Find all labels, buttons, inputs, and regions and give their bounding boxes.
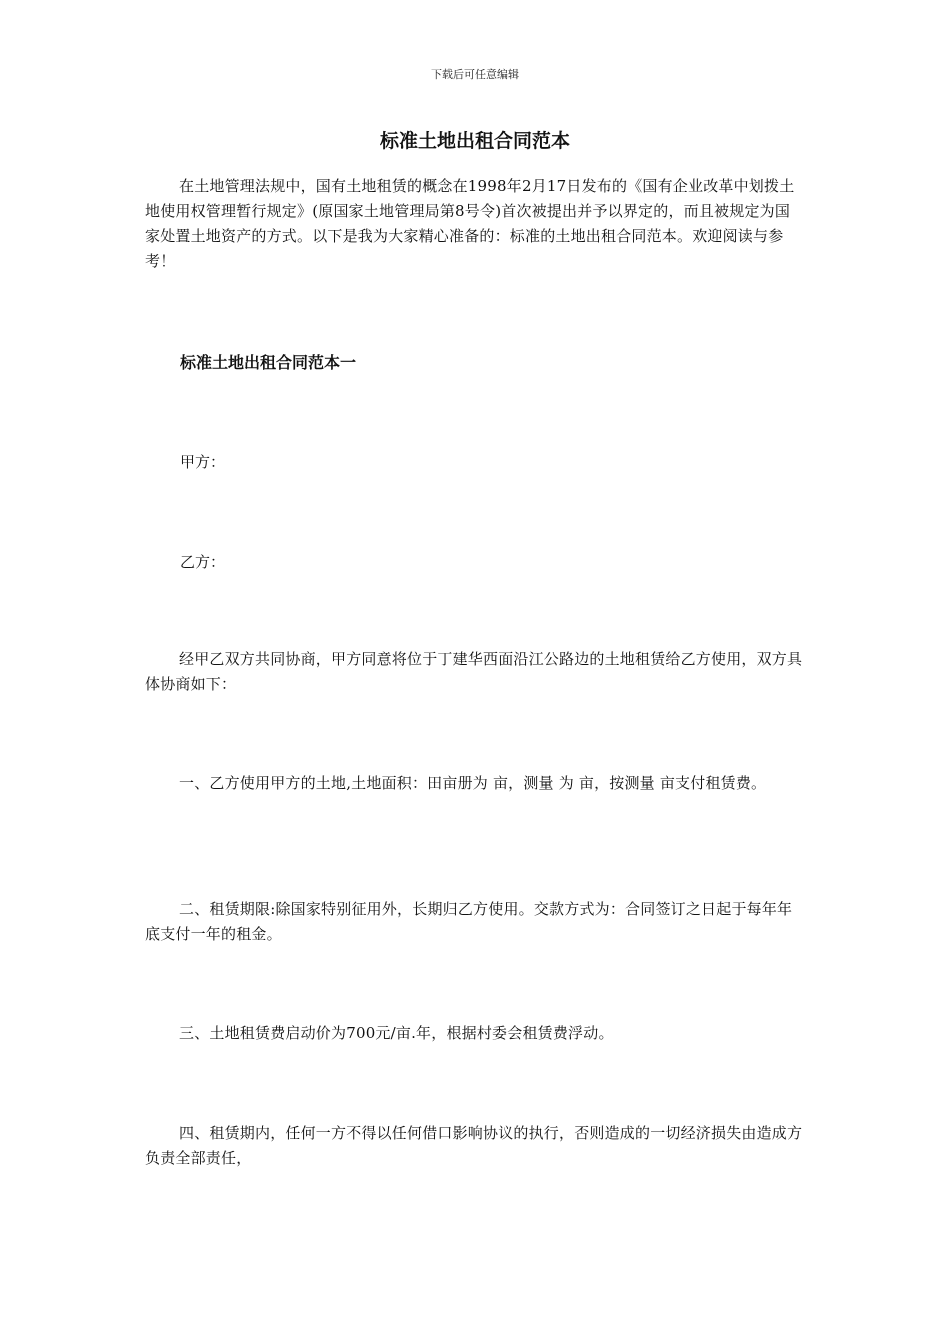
party-a-label: 甲方： [180,453,226,471]
preamble-paragraph: 经甲乙双方共同协商，甲方同意将位于丁建华西面沿江公路边的土地租赁给乙方使用，双方具体协商如下： [145,650,803,693]
clause-4-paragraph: 四、租赁期内，任何一方不得以任何借口影响协议的执行，否则造成的一切经济损失由造成方负责全部责任， [145,1124,803,1167]
party-b-label: 乙方： [180,553,226,571]
intro-paragraph: 在土地管理法规中，国有土地租赁的概念在1998年2月17日发布的《国有企业改革中划拨土地使用权管理暂行规定》(原国家土地管理局第8号令)首次被提出并予以界定的，而且被规定为国家处置土地资产的方式。以下是我为大家精心准备的：标准的土地出租合同范本。欢迎阅读与参考！ [145,177,795,270]
clause-3-paragraph: 三、土地租赁费启动价为700元/亩.年，根据村委会租赁费浮动。 [179,1024,614,1042]
header-note: 下载后可任意编辑 [431,68,519,81]
section-title: 标准土地出租合同范本一 [180,353,357,372]
document-title: 标准土地出租合同范本 [379,130,570,152]
clause-2-paragraph: 二、租赁期限:除国家特别征用外，长期归乙方使用。交款方式为：合同签订之日起于每年年底支付一年的租金。 [145,900,793,943]
clause-1-paragraph: 一、乙方使用甲方的土地,土地面积：田亩册为 亩，测量 为 亩，按测量 亩支付租赁费。 [179,774,767,792]
